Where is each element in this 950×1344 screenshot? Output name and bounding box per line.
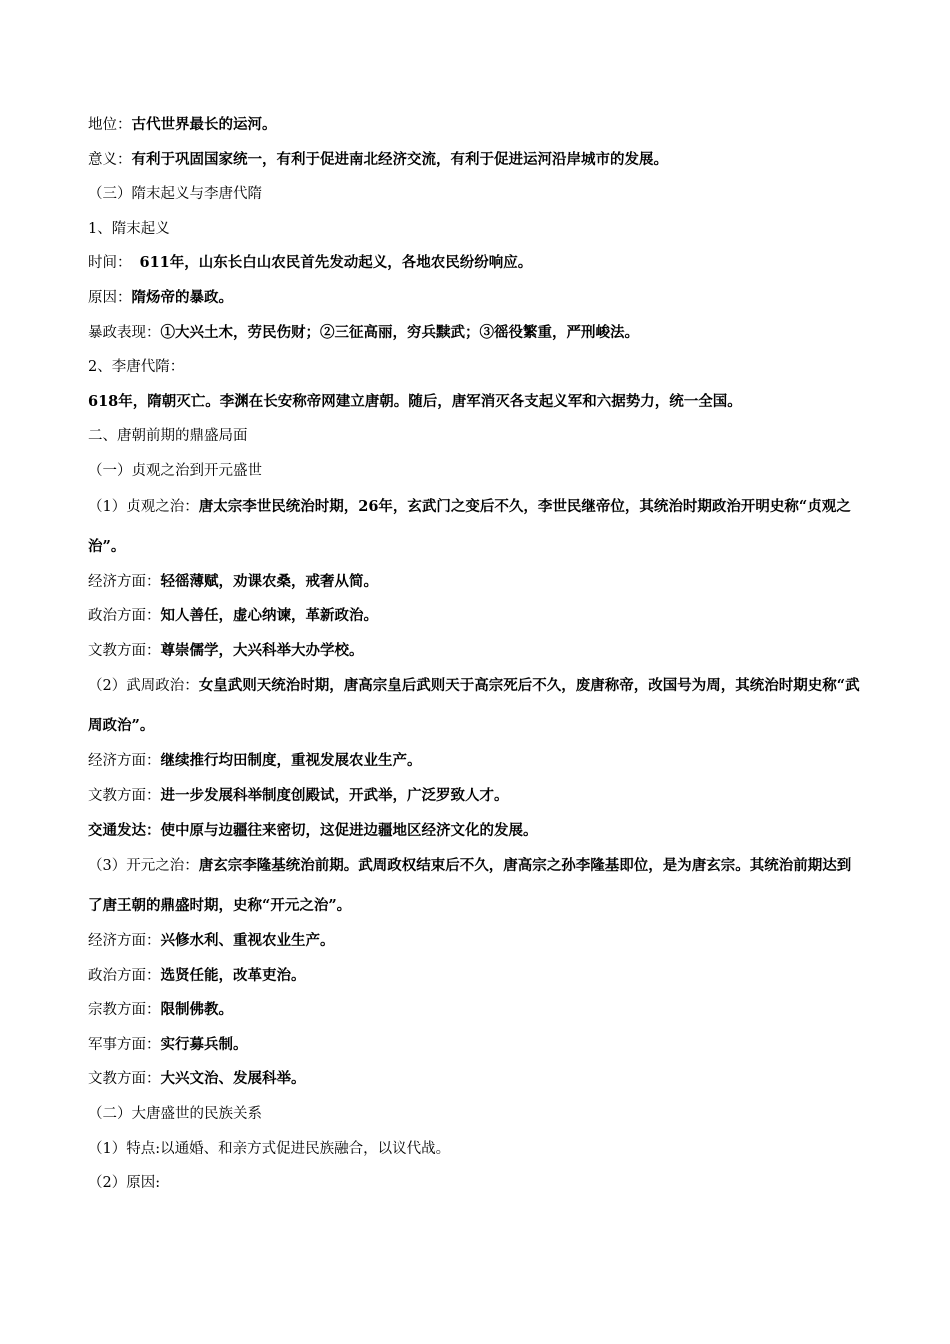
section-heading bbox=[88, 1097, 860, 1132]
text-line-significance bbox=[88, 143, 860, 178]
line-text: 轻徭薄赋，劝课农桑，戒奢从简。 bbox=[160, 572, 378, 590]
line-label: 经济方面： bbox=[88, 753, 161, 770]
line-label: （3）开元之治： bbox=[88, 858, 199, 875]
line-text: 限制佛教。 bbox=[160, 1001, 233, 1019]
line-text: 611年，山东长白山农民首先发动起义，各地农民纷纷响应。 bbox=[139, 254, 533, 272]
text-line-time bbox=[88, 246, 860, 281]
text-line-culture bbox=[88, 1062, 860, 1097]
line-label: （2）武周政治： bbox=[88, 678, 199, 695]
text-line-military bbox=[88, 1028, 860, 1063]
line-label: （1）贞观之治： bbox=[88, 498, 199, 515]
line-label: （二）大唐盛世的民族关系 bbox=[88, 1106, 262, 1123]
line-text: 实行募兵制。 bbox=[160, 1035, 248, 1053]
text-line-tyranny bbox=[88, 316, 860, 351]
line-text: 选贤任能，改革吏治。 bbox=[160, 966, 306, 984]
line-label: （2）原因: bbox=[88, 1175, 161, 1192]
line-label: （1）特点:以通婚、和亲方式促进民族融合，以议代战。 bbox=[88, 1140, 451, 1157]
line-label: （一）贞观之治到开元盛世 bbox=[88, 462, 262, 479]
line-label: 军事方面： bbox=[88, 1036, 161, 1053]
line-label: 1、隋末起义 bbox=[88, 220, 170, 237]
section-heading bbox=[88, 177, 860, 212]
text-line-economy bbox=[88, 924, 860, 959]
paragraph-wuzhou bbox=[88, 666, 860, 746]
line-label: 文教方面： bbox=[88, 1071, 161, 1088]
line-label: 时间： bbox=[88, 255, 132, 272]
text-line-religion bbox=[88, 993, 860, 1028]
line-text: 进一步发展科举制度创殿试，开武举，广泛罗致人才。 bbox=[160, 786, 509, 804]
line-label: 意义： bbox=[88, 151, 132, 168]
text-line-economy bbox=[88, 744, 860, 779]
line-label: 文教方面： bbox=[88, 642, 161, 659]
line-text: 618年，隋朝灭亡。李渊在长安称帝网建立唐朝。随后，唐军消灭各支起义军和六据势力，统一全国。 bbox=[88, 392, 742, 410]
line-text: 尊崇儒学，大兴科举大办学校。 bbox=[160, 641, 364, 659]
line-label: 政治方面： bbox=[88, 967, 161, 984]
line-label: 暴政表现： bbox=[88, 324, 161, 341]
line-text: 兴修水利、重视农业生产。 bbox=[160, 932, 335, 950]
text-line-politics bbox=[88, 599, 860, 634]
line-text: 大兴文治、发展科举。 bbox=[160, 1070, 306, 1088]
document-body bbox=[88, 108, 860, 1201]
line-label: 宗教方面： bbox=[88, 1002, 161, 1019]
line-text: 继续推行均田制度，重视发展农业生产。 bbox=[160, 752, 422, 770]
line-label: 2、李唐代隋： bbox=[88, 359, 185, 376]
line-text: 女皇武则天统治时期，唐高宗皇后武则天于高宗死后不久，废唐称帝，改国号为周，其统治时期史称“武周政治”。 bbox=[88, 677, 860, 735]
line-text: 交通发达：使中原与边疆往来密切，这促进边疆地区经济文化的发展。 bbox=[88, 821, 538, 839]
paragraph-kaiyuan bbox=[88, 846, 860, 926]
line-text: 有利于巩固国家统一，有利于促进南北经济交流，有利于促进运河沿岸城市的发展。 bbox=[131, 150, 668, 168]
line-label: 地位： bbox=[88, 117, 132, 133]
line-label: 政治方面： bbox=[88, 608, 161, 625]
section-heading bbox=[88, 419, 860, 454]
line-text: 知人善任，虚心纳谏，革新政治。 bbox=[160, 607, 378, 625]
text-line-culture bbox=[88, 779, 860, 814]
line-text: 古代世界最长的运河。 bbox=[131, 116, 277, 133]
line-label: 二、唐朝前期的鼎盛局面 bbox=[88, 428, 248, 445]
subsection-heading bbox=[88, 212, 860, 247]
text-line-tang-founding bbox=[88, 385, 860, 420]
line-text: ①大兴土木，劳民伤财；②三征高丽，穷兵黩武；③徭役繁重，严刑峻法。 bbox=[160, 323, 639, 341]
line-text: 唐玄宗李隆基统治前期。武周政权结束后不久，唐高宗之孙李隆基即位，是为唐玄宗。其统治前期达到了唐王朝的鼎盛时期，史称“开元之治”。 bbox=[88, 857, 852, 915]
text-line-reasons bbox=[88, 1166, 860, 1201]
line-label: （三）隋末起义与李唐代隋 bbox=[88, 186, 262, 203]
paragraph-zhenguan bbox=[88, 487, 860, 567]
line-text: 唐太宗李世民统治时期，26年，玄武门之变后不久，李世民继帝位，其统治时期政治开明史称“贞观之治”。 bbox=[88, 497, 851, 555]
text-line-economy bbox=[88, 565, 860, 600]
text-line-culture bbox=[88, 634, 860, 669]
text-line-transport bbox=[88, 814, 860, 849]
line-label: 经济方面： bbox=[88, 573, 161, 590]
text-line-cause bbox=[88, 281, 860, 316]
text-line-status bbox=[88, 108, 860, 143]
line-label: 文教方面： bbox=[88, 787, 161, 804]
subsection-heading bbox=[88, 350, 860, 385]
text-line-features bbox=[88, 1132, 860, 1167]
section-heading bbox=[88, 454, 860, 489]
line-label: 原因： bbox=[88, 289, 132, 306]
line-text: 隋炀帝的暴政。 bbox=[131, 288, 233, 306]
text-line-politics bbox=[88, 959, 860, 994]
line-label: 经济方面： bbox=[88, 933, 161, 950]
